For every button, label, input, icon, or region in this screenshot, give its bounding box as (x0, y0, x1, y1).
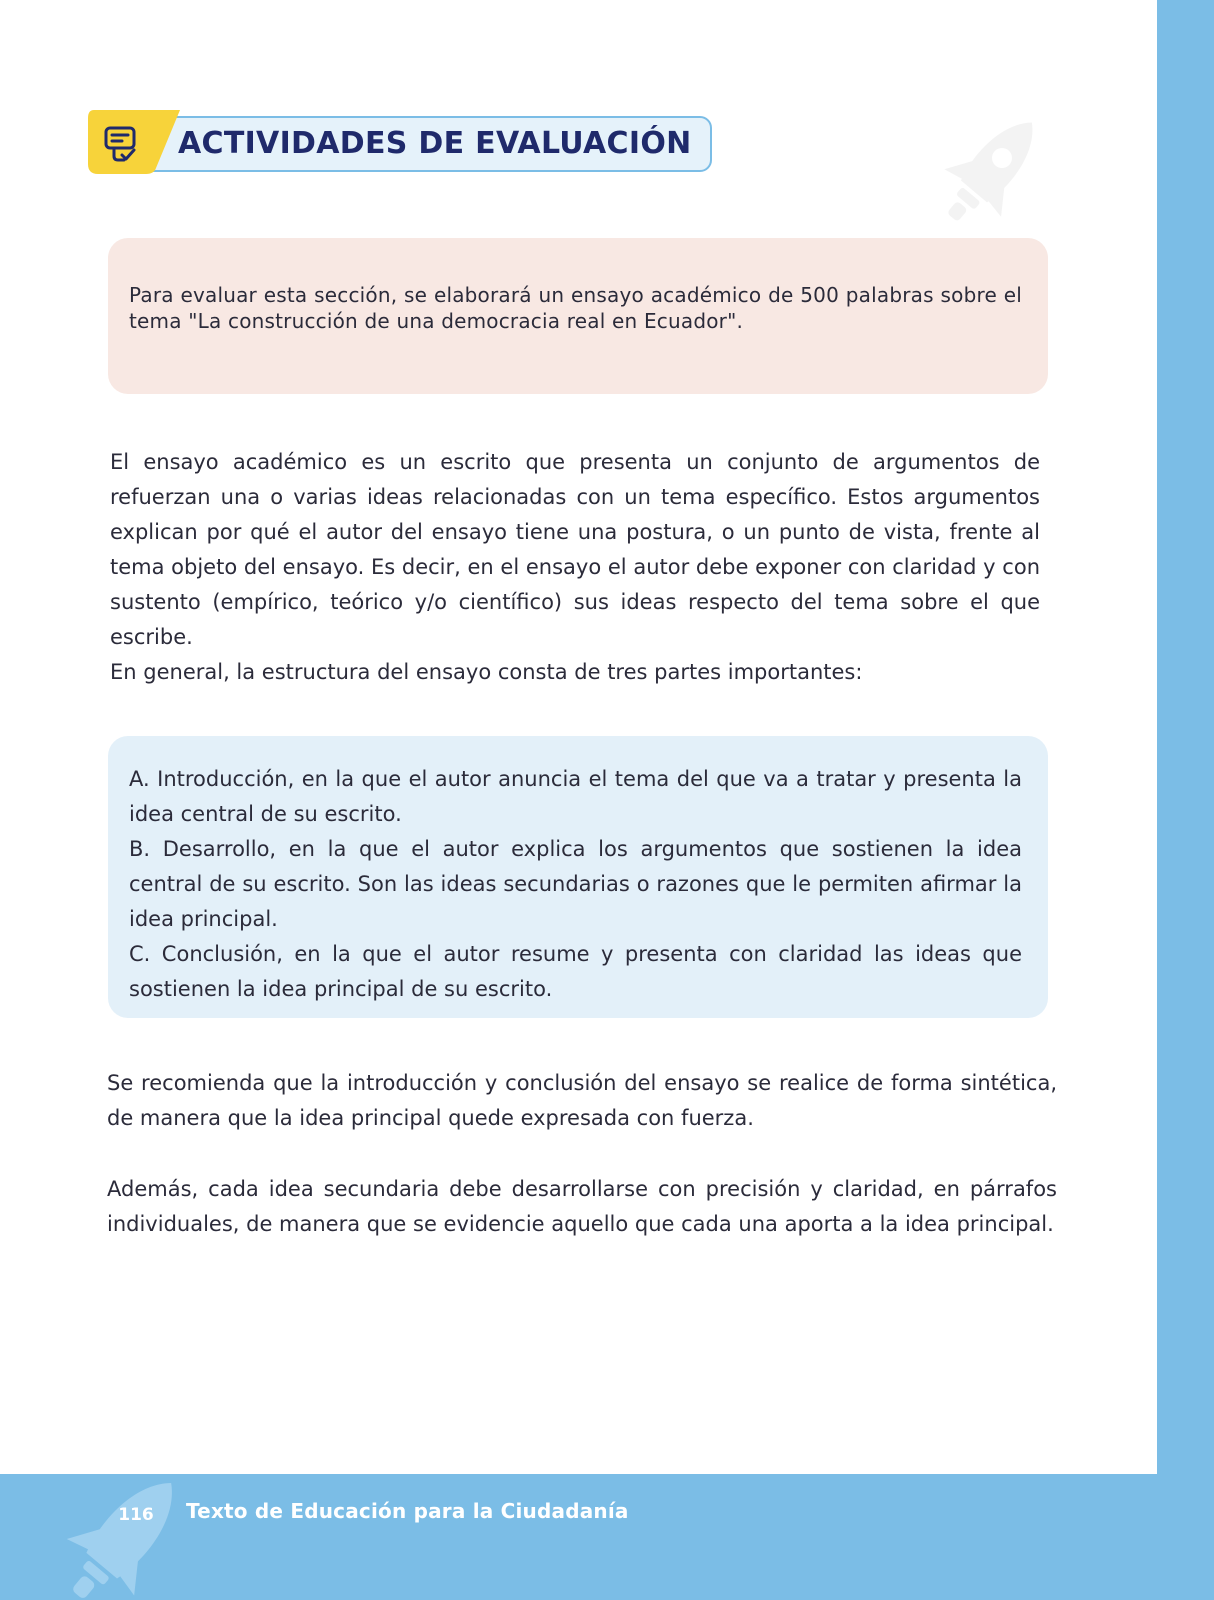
book-title: Texto de Educación para la Ciudadanía (186, 1499, 629, 1523)
essay-definition-paragraph: El ensayo académico es un escrito que presenta un conjunto de argumentos de refuerzan una o varias ideas relacionadas con un tema específico. Estos argumentos explican por qué el autor del ensayo tiene una postura, o un punto de vista, frente al tema objeto del ensayo. Es decir, en el ensayo el autor debe exponer con claridad y con sustento (empírico, teórico y/o científico) sus ideas respecto del tema sobre el que escribe. (110, 450, 1040, 649)
assignment-box (108, 238, 1048, 394)
secondary-ideas-paragraph: Además, cada idea secundaria debe desarrollarse con precisión y claridad, en párrafos individuales, de manera que se evidencie aquello que cada una aporta a la idea principal. (107, 1177, 1057, 1236)
assignment-text: Para evaluar esta sección, se elaborará un ensayo académico de 500 palabras sobre el tema "La construcción de una democracia real en Ecuador". (129, 283, 1022, 333)
side-color-strip (1157, 0, 1214, 1600)
structure-intro-paragraph: En general, la estructura del ensayo consta de tres partes importantes: (110, 660, 863, 684)
rocket-icon (40, 1472, 190, 1600)
background-rocket-icon (925, 100, 1060, 240)
essay-structure-box (108, 736, 1048, 1018)
structure-item-introduction: A. Introducción, en la que el autor anuncia el tema del que va a tratar y presenta la idea central de su escrito. (129, 767, 1022, 826)
structure-item-development: B. Desarrollo, en la que el autor explica los argumentos que sostienen la idea central de su escrito. Son las ideas secundarias o razones que le permiten afirmar la idea principal. (129, 837, 1022, 931)
recommendation-paragraph: Se recomienda que la introducción y conclusión del ensayo se realice de forma sintética, de manera que la idea principal quede expresada con fuerza. (107, 1071, 1057, 1130)
section-title: ACTIVIDADES DE EVALUACIÓN (178, 126, 692, 161)
structure-item-conclusion: C. Conclusión, en la que el autor resume y presenta con claridad las ideas que sostienen la idea principal de su escrito. (129, 942, 1022, 1001)
page-number: 116 (118, 1505, 154, 1525)
